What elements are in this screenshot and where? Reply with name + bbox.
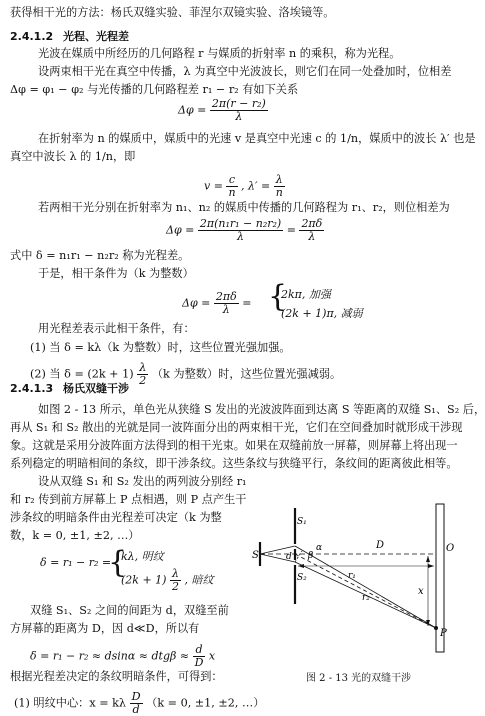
- section-2-4-1-2-heading: [10, 30, 129, 44]
- label-x: x: [418, 586, 424, 597]
- paragraph-line: 和 r₂ 传到前方屏幕上 P 点相遇，则 P 点产生干: [10, 493, 247, 506]
- paragraph-line: 涉条纹的明暗条件由光程差可决定（k 为整: [10, 511, 222, 524]
- intro-line: 获得相干光的方法：杨氏双缝实验、菲涅尔双镜实验、洛埃镜等。: [10, 6, 335, 19]
- paragraph-line: 方屏幕的距离为 D，因 d≪D，所以有: [10, 622, 200, 635]
- label-alpha: α: [316, 543, 323, 553]
- paragraph-line: 设从双缝 S₁ 和 S₂ 发出的两列波分别经 r₁: [38, 475, 247, 488]
- figure-caption: 图 2 - 13 光的双缝干涉: [306, 673, 412, 684]
- label-r1: r₁: [348, 571, 356, 581]
- point-p: [434, 626, 438, 630]
- paragraph-line: 象。这就是采用分波阵面方法得到的相干光束。如果在双缝前放一屏幕，则屏幕上将出现一: [10, 439, 458, 452]
- equation-medium-speed: v = $\frac{c}{n}$ , λ′ = $\frac{\lambda}{n}$: [204, 173, 283, 199]
- bright-fringe-center: (1) 明纹中心：x = kλ $\frac{D}{d}$ （k = 0, ±1, ±2, …）: [14, 690, 265, 716]
- equation-bright-dark: δ = r₁ − r₂ =: [40, 556, 112, 569]
- paragraph-line: 于是，相干条件为（k 为整数）: [38, 267, 194, 280]
- brace-icon: {: [268, 279, 288, 314]
- paragraph-line: 系列稳定的明暗相间的条纹，即干涉条纹。这些条纹与狭缝平行，条纹间的距离彼此相等。: [10, 457, 458, 470]
- paragraph-line: 设两束相干光在真空中传播，λ 为真空中光波波长，则它们在同一处叠加时，位相差: [38, 65, 452, 78]
- label-p: P: [440, 628, 447, 639]
- paragraph-line: 式中 δ = n₁r₁ − n₂r₂ 称为光程差。: [10, 249, 190, 262]
- section-2-4-1-3-heading: [10, 382, 129, 396]
- label-s2: S₂: [297, 573, 307, 583]
- label-o: O: [446, 543, 455, 554]
- equation-path-difference: δ = r₁ − r₂ ≈ dsinα ≈ dtgβ ≈ $\frac{d}{D}$ x: [30, 643, 216, 669]
- section-number: 2.4.1.3: [10, 382, 54, 395]
- ray-r1: [295, 546, 436, 628]
- paragraph-line: 真空中波长 λ 的 1/n，即: [10, 150, 136, 163]
- equation-coherence-condition: Δφ = $\frac{2\pi\delta}{\lambda}$ =: [182, 290, 252, 316]
- label-r2: r₂: [362, 593, 370, 603]
- paragraph-line: 光波在媒质中所经历的几何路程 r 与媒质的折射率 n 的乘积，称为光程。: [38, 47, 401, 60]
- label-big-d: D: [376, 540, 385, 551]
- section-title: 杨氏双缝干涉: [63, 382, 129, 395]
- center-ray: [295, 554, 436, 628]
- condition-item-1: (1) 当 δ = kλ（k 为整数）时，这些位置光强加强。: [30, 341, 291, 354]
- paragraph-line: Δφ = φ₁ − φ₂ 与光传播的几何路程差 r₁ − r₂ 有如下关系: [10, 83, 299, 96]
- paragraph-line: 再从 S₁ 和 S₂ 散出的光就是同一波阵面分出的两束相干光，它们在空间叠加时就形成干涉现: [10, 421, 463, 434]
- paragraph-line: 根据光程差决定的条纹明暗条件，可得到：: [10, 670, 223, 683]
- equation-phase-medium: Δφ = $\frac{\text{2π(n₁r₁ − n₂r₂)}}{\lambda}$ = $\frac{2\pi\delta}{\lambda}$: [166, 217, 323, 243]
- section-number: 2.4.1.2: [10, 30, 54, 43]
- condition-dark: (2k + 1)π, 减弱: [281, 307, 363, 320]
- condition-bright: 2kπ, 加强: [281, 288, 331, 301]
- paragraph-line: 双缝 S₁、S₂ 之间的间距为 d，双缝至前: [30, 604, 229, 617]
- label-d: d: [286, 552, 292, 562]
- condition-dark-fringe: (2k + 1) $\frac{\lambda}{2}$ , 暗纹: [121, 567, 214, 593]
- label-beta: β: [308, 551, 314, 561]
- double-slit-diagram: [250, 496, 485, 671]
- paragraph-line: 用光程差表示此相干条件，有：: [38, 322, 195, 335]
- paragraph-line: 在折射率为 n 的媒质中，媒质中的光速 v 是真空中光速 c 的 1/n，媒质中的波长 λ′ 也是: [38, 132, 476, 145]
- label-s: S: [252, 550, 259, 561]
- section-title: 光程、光程差: [63, 30, 129, 43]
- paragraph-line: 若两相干光分别在折射率为 n₁、n₂ 的媒质中传播的几何路程为 r₁、r₂，则位相差为: [38, 201, 450, 214]
- brace-icon: {: [108, 545, 128, 580]
- paragraph-line: 如图 2 - 13 所示，单色光从狭缝 S 发出的光波波阵面到达离 S 等距离的双缝 S₁、S₂ 后，: [38, 403, 485, 416]
- condition-bright-fringe: kλ, 明纹: [121, 550, 164, 563]
- condition-item-2: (2) 当 δ = (2k + 1) $\frac{\lambda}{2}$ （k 为整数）时，这些位置光强减弱。: [30, 361, 342, 387]
- paragraph-line: 数，k = 0, ±1, ±2, …）: [10, 529, 140, 542]
- label-s1: S₁: [297, 517, 307, 527]
- equation-phase-difference: Δφ = $\frac{\text{2π(r − r₂)}}{\lambda}$: [178, 97, 266, 123]
